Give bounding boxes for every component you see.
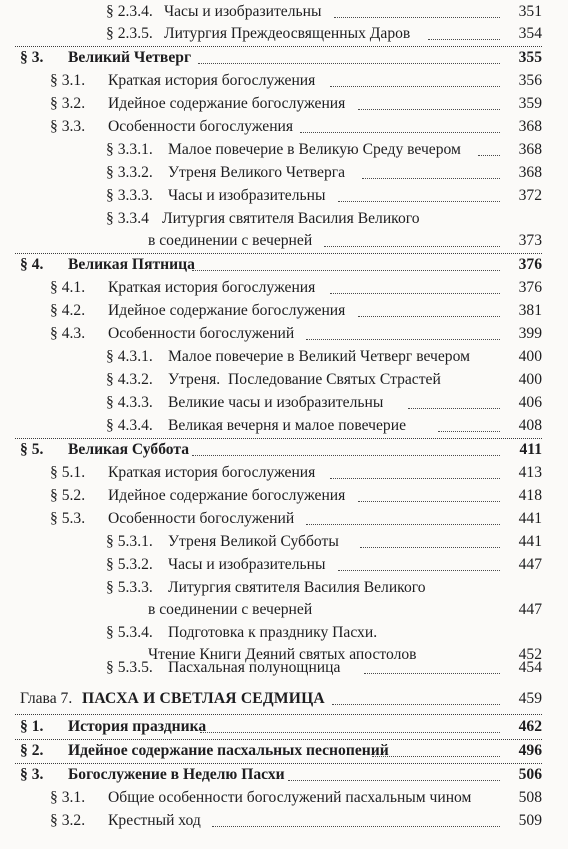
toc-section [20, 740, 542, 762]
toc-entry [50, 277, 542, 299]
toc-entry-page: 441 [518, 510, 542, 527]
toc-entry-page: 418 [518, 487, 542, 504]
leader-dots [330, 478, 500, 479]
toc-section-page: 376 [518, 256, 542, 273]
toc-entry-number: § 2.3.4. [106, 3, 153, 20]
leader-dots [198, 63, 500, 64]
toc-entry-number: § 4.3.1. [106, 348, 153, 365]
toc-section-number: § 2. [20, 742, 44, 759]
toc-section-page: 411 [519, 441, 542, 458]
toc-entry-title: Краткая история богослужения [108, 279, 316, 296]
toc-section-number: § 5. [20, 441, 44, 458]
toc-entry [106, 392, 542, 414]
toc-entry-page: 356 [518, 72, 542, 89]
toc-entry-number: § 5.1. [50, 464, 86, 481]
toc-entry-number: § 2.3.5. [106, 25, 153, 42]
toc-entry [106, 554, 542, 576]
toc-entry-title: Идейное содержание богослужения [108, 302, 346, 319]
toc-entry-title: Литургия святителя Василия Великого [168, 579, 426, 596]
toc-entry-title: Общие особенности богослужений пасхальным чином [108, 789, 472, 806]
toc-entry-title: Великая вечерня и малое повечерие [168, 417, 406, 434]
toc-entry-number: § 3.1. [50, 72, 86, 89]
toc-entry-title: Литургия Преждеосвященных Даров [164, 25, 411, 42]
toc-entry [50, 485, 542, 507]
toc-section [20, 716, 542, 738]
toc-section-title: Великий Четверг [68, 49, 192, 66]
toc-entry-number: § 3.3.1. [106, 141, 153, 158]
toc-entry-number: § 3.1. [50, 789, 86, 806]
toc-entry-title: Краткая история богослужения [108, 72, 316, 89]
toc-entry-title-continued: Чтение Книги Деяний святых апостолов [148, 646, 417, 663]
toc-entry-page: 368 [518, 118, 542, 135]
leader-dots [300, 132, 500, 133]
toc-section-title: Великая Пятница [68, 256, 195, 273]
toc-entry-number: § 5.3.2. [106, 556, 153, 573]
toc-entry-number: § 4.3.3. [106, 394, 153, 411]
toc-entry-page: 452 [518, 646, 542, 663]
toc-section-title: Богослужение в Неделю Пасхи [68, 766, 285, 783]
toc-entry-title: Утреня. Последование Святых Страстей [168, 371, 441, 388]
toc-entry-number: § 4.3. [50, 325, 86, 342]
toc-entry [106, 415, 542, 437]
toc-entry-number: § 3.3.2. [106, 164, 153, 181]
toc-entry [106, 577, 542, 621]
toc-entry-page: 400 [518, 348, 542, 365]
leader-dots [358, 316, 500, 317]
toc-entry [106, 139, 542, 161]
toc-section [20, 764, 542, 786]
toc-entry-title: Подготовка к празднику Пасхи. [168, 624, 378, 641]
toc-entry [106, 185, 542, 207]
chapter-number: Глава 7. [20, 690, 73, 707]
leader-dots [372, 756, 500, 757]
toc-entry [50, 300, 542, 322]
toc-entry-number: § 5.3.1. [106, 533, 153, 550]
toc-entry [50, 70, 542, 92]
toc-entry-title: Пасхальная полунощница [168, 659, 341, 676]
toc-entry-number: § 3.3. [50, 118, 86, 135]
toc-entry [50, 787, 542, 809]
toc-entry-page: 354 [518, 25, 542, 42]
toc-section [20, 254, 542, 276]
toc-entry [106, 1, 542, 23]
leader-dots [332, 704, 500, 705]
toc-entry-page: 454 [518, 659, 542, 676]
toc-entry [106, 346, 542, 368]
toc-entry-page: 368 [518, 141, 542, 158]
leader-dots [428, 39, 500, 40]
toc-entry-page: 373 [518, 232, 542, 249]
toc-entry-page: 509 [518, 812, 542, 829]
toc-entry-title-continued: в соединении с вечерней [148, 232, 313, 249]
toc-entry [50, 116, 542, 138]
toc-entry-title: Краткая история богослужения [108, 464, 316, 481]
toc-entry-title: Идейное содержание богослужения [108, 95, 346, 112]
toc-entry-number: § 5.3.5. [106, 659, 153, 676]
toc-entry-number: § 4.3.4. [106, 417, 153, 434]
toc-entry-title: Идейное содержание богослужения [108, 487, 346, 504]
toc-entry-page: 376 [518, 279, 542, 296]
leader-dots [338, 201, 500, 202]
leader-dots [358, 109, 500, 110]
leader-dots [192, 455, 500, 456]
toc-entry-page: 447 [518, 601, 542, 618]
toc-entry [50, 462, 542, 484]
toc-section [20, 439, 542, 461]
toc-entry-page: 408 [518, 417, 542, 434]
leader-dots [306, 524, 500, 525]
leader-dots [324, 246, 500, 247]
toc-section-number: § 3. [20, 49, 44, 66]
chapter-page: 459 [518, 690, 542, 707]
toc-entry [106, 369, 542, 391]
toc-entry-title: Особенности богослужения [108, 118, 294, 135]
leader-dots [288, 780, 500, 781]
toc-entry [106, 162, 542, 184]
toc-entry-number: § 4.2. [50, 302, 86, 319]
toc-section-title: Идейное содержание пасхальных песнопений [68, 742, 389, 759]
toc-entry-number: § 5.3.3. [106, 579, 153, 596]
toc-entry-page: 447 [518, 556, 542, 573]
toc-section-number: § 3. [20, 766, 44, 783]
toc-entry-number: § 4.1. [50, 279, 86, 296]
leader-dots [438, 431, 500, 432]
toc-entry-page: 399 [518, 325, 542, 342]
toc-entry [50, 323, 542, 345]
toc-entry-page: 351 [518, 3, 542, 20]
toc-entry [50, 508, 542, 530]
toc-entry-page: 441 [518, 533, 542, 550]
leader-dots [408, 408, 500, 409]
toc-section-title: История праздника [68, 718, 207, 735]
toc-section-page: 355 [518, 49, 542, 66]
toc-entry-title: Утреня Великого Четверга [168, 164, 346, 181]
toc-entry-page: 400 [518, 371, 542, 388]
leader-dots [306, 339, 500, 340]
toc-entry-number: § 3.3.3. [106, 187, 153, 204]
toc-entry-page: 381 [518, 302, 542, 319]
toc-section-page: 462 [518, 718, 542, 735]
toc-entry-number: § 5.2. [50, 487, 86, 504]
toc-entry-title: Литургия святителя Василия Великого [162, 210, 420, 227]
toc-entry-title: Особенности богослужений [108, 510, 295, 527]
toc-entry-title: Малое повечерие в Великую Среду вечером [168, 141, 461, 158]
toc-entry-page: 359 [518, 95, 542, 112]
leader-dots [330, 86, 500, 87]
toc-entry-page: 368 [518, 164, 542, 181]
toc-entry-number: § 4.3.2. [106, 371, 153, 388]
leader-dots [360, 547, 500, 548]
toc-entry-page: 508 [518, 789, 542, 806]
toc-entry [106, 208, 542, 252]
toc-chapter [20, 688, 542, 710]
toc-entry [106, 657, 542, 679]
leader-dots [358, 501, 500, 502]
toc-section [20, 47, 542, 69]
leader-dots [334, 17, 500, 18]
leader-dots [212, 826, 500, 827]
leader-dots [478, 155, 500, 156]
toc-section-page: 496 [518, 742, 542, 759]
toc-entry-number: § 3.2. [50, 812, 86, 829]
toc-entry-number: § 3.2. [50, 95, 86, 112]
toc-entry-title: Часы и изобразительны [168, 187, 326, 204]
toc-entry-title: Особенности богослужений [108, 325, 295, 342]
leader-dots [192, 270, 500, 271]
leader-dots [364, 673, 500, 674]
toc-entry-title: Часы и изобразительны [164, 3, 322, 20]
toc-entry-title: Крестный ход [108, 812, 201, 829]
toc-entry-number: § 5.3.4. [106, 624, 153, 641]
toc-entry-page: 413 [518, 464, 542, 481]
toc-section-number: § 1. [20, 718, 44, 735]
leader-dots [362, 178, 500, 179]
toc-entry-title: Утреня Великой Субботы [168, 533, 339, 550]
toc-entry [50, 93, 542, 115]
leader-dots [330, 293, 500, 294]
toc-entry-number: § 3.3.4 [106, 210, 149, 227]
leader-dots [338, 570, 500, 571]
toc-entry-page: 372 [518, 187, 542, 204]
toc-section-number: § 4. [20, 256, 44, 273]
toc-entry-number: § 5.3. [50, 510, 86, 527]
toc-entry [106, 531, 542, 553]
toc-entry-title: Малое повечерие в Великий Четверг вечером [168, 348, 470, 365]
leader-dots [200, 732, 500, 733]
toc-entry-title: Великие часы и изобразительны [168, 394, 384, 411]
toc-section-title: Великая Суббота [68, 441, 190, 458]
toc-entry-page: 406 [518, 394, 542, 411]
section-separator [15, 714, 542, 715]
toc-entry [106, 23, 542, 45]
chapter-title: ПАСХА И СВЕТЛАЯ СЕДМИЦА [82, 690, 325, 707]
toc-entry-title-continued: в соединении с вечерней [148, 601, 313, 618]
toc-entry-title: Часы и изобразительны [168, 556, 326, 573]
toc-section-page: 506 [518, 766, 542, 783]
toc-entry [50, 810, 542, 832]
